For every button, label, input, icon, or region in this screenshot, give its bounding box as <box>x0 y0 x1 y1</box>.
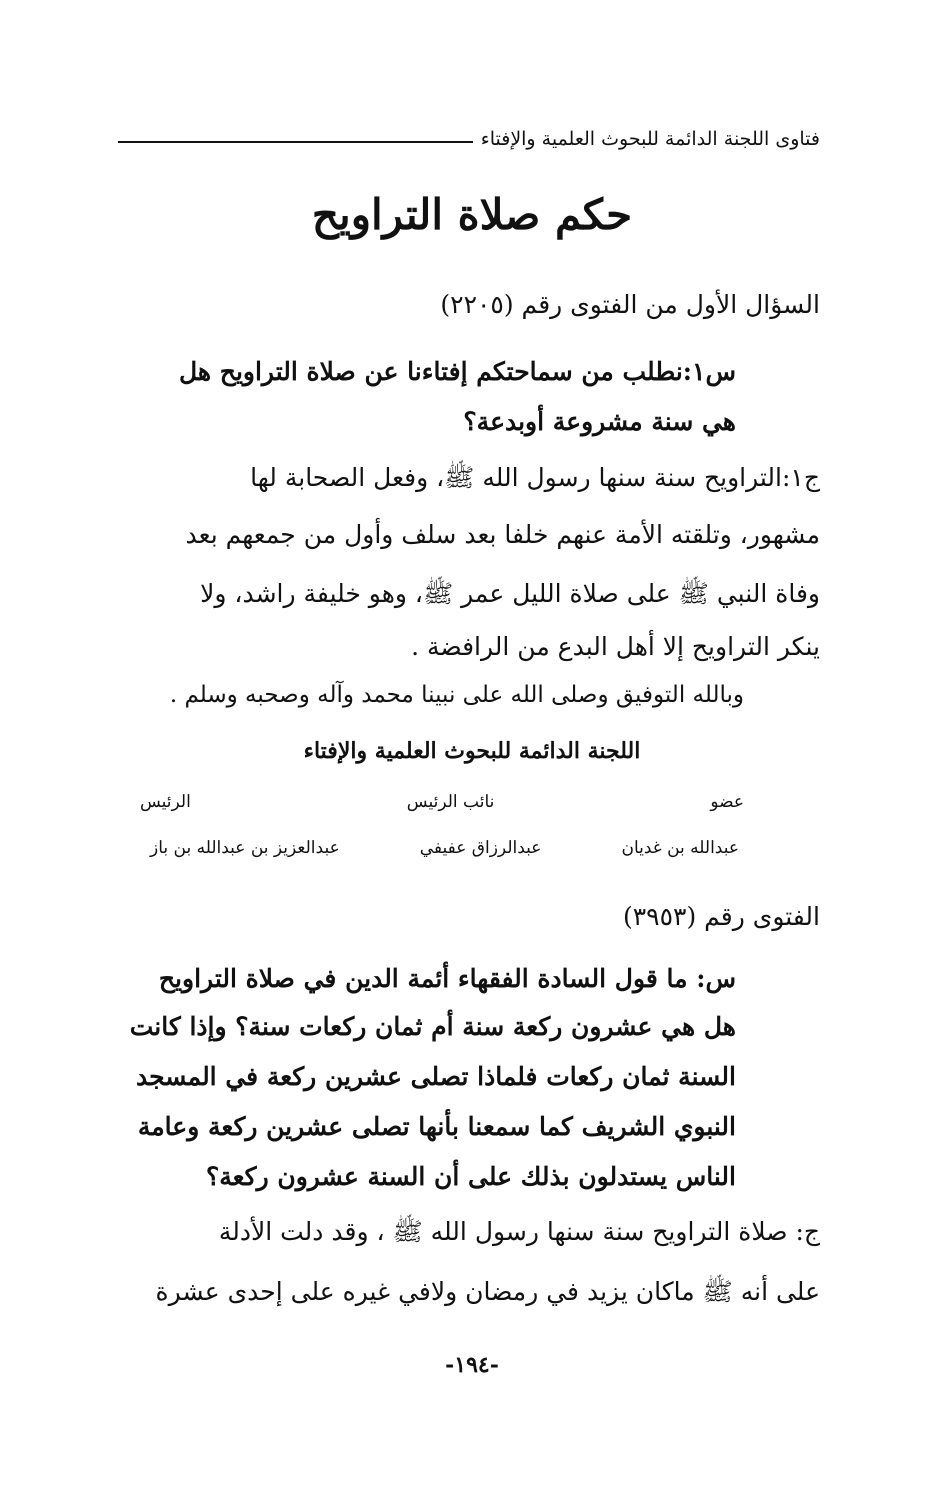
fatwa2-question-line: السنة ثمان ركعات فلماذا تصلى عشرين ركعة في المسجد <box>136 1062 736 1091</box>
header-rule <box>118 141 473 143</box>
running-header-title: فتاوى اللجنة الدائمة للبحوث العلمية والإفتاء <box>480 128 820 150</box>
committee-name: اللجنة الدائمة للبحوث العلمية والإفتاء <box>303 738 641 764</box>
fatwa2-question-line: الناس يستدلون بذلك على أن السنة عشرون ركعة؟ <box>205 1162 736 1191</box>
signature-name-member: عبدالله بن غديان <box>621 838 739 858</box>
fatwa2-heading: الفتوى رقم (٣٩٥٣) <box>622 902 820 931</box>
fatwa2-answer-line: على أنه ﷺ ماكان يزيد في رمضان ولافي غيره على إحدى عشرة <box>155 1277 820 1306</box>
fatwa1-answer-line: مشهور، وتلقته الأمة عنهم خلفا بعد سلف وأول من جمعهم بعد <box>185 520 820 549</box>
signature-name-vice-president: عبدالرزاق عفيفي <box>419 838 542 858</box>
signature-roles <box>140 792 744 812</box>
signature-names <box>150 838 739 858</box>
fatwa1-question-line: هي سنة مشروعة أوبدعة؟ <box>463 407 736 436</box>
fatwa1-closing: وبالله التوفيق وصلى الله على نبينا محمد وآله وصحبه وسلم . <box>169 682 744 708</box>
fatwa1-answer-line: ج١:التراويح سنة سنها رسول الله ﷺ، وفعل الصحابة لها <box>250 463 820 492</box>
running-header <box>118 122 820 150</box>
fatwa2-question-line: س: ما قول السادة الفقهاء أئمة الدين في صلاة التراويح <box>158 964 736 993</box>
fatwa1-heading: السؤال الأول من الفتوى رقم (٢٢٠٥) <box>440 290 820 319</box>
fatwa2-answer-line: ج: صلاة التراويح سنة سنها رسول الله ﷺ ، وقد دلت الأدلة <box>218 1217 820 1246</box>
page-title: حكم صلاة التراويح <box>311 190 633 239</box>
signature-role-vice-president: نائب الرئيس <box>406 792 495 812</box>
page-number: -١٩٤- <box>445 1352 499 1378</box>
fatwa1-answer-line: وفاة النبي ﷺ على صلاة الليل عمر ﷺ، وهو خليفة راشد، ولا <box>200 579 820 608</box>
signature-role-president: الرئيس <box>140 792 191 812</box>
fatwa1-answer-line: ينكر التراويح إلا أهل البدع من الرافضة . <box>411 632 820 661</box>
signature-name-president: عبدالعزيز بن عبدالله بن باز <box>150 838 340 858</box>
signature-role-member: عضو <box>710 792 744 812</box>
fatwa2-question-line: النبوي الشريف كما سمعنا بأنها تصلى عشرين ركعة وعامة <box>137 1112 736 1141</box>
fatwa1-question-line: س١:نطلب من سماحتكم إفتاءنا عن صلاة التراويح هل <box>178 357 736 386</box>
fatwa2-question-line: هل هي عشرون ركعة سنة أم ثمان ركعات سنة؟ وإذا كانت <box>129 1012 736 1041</box>
